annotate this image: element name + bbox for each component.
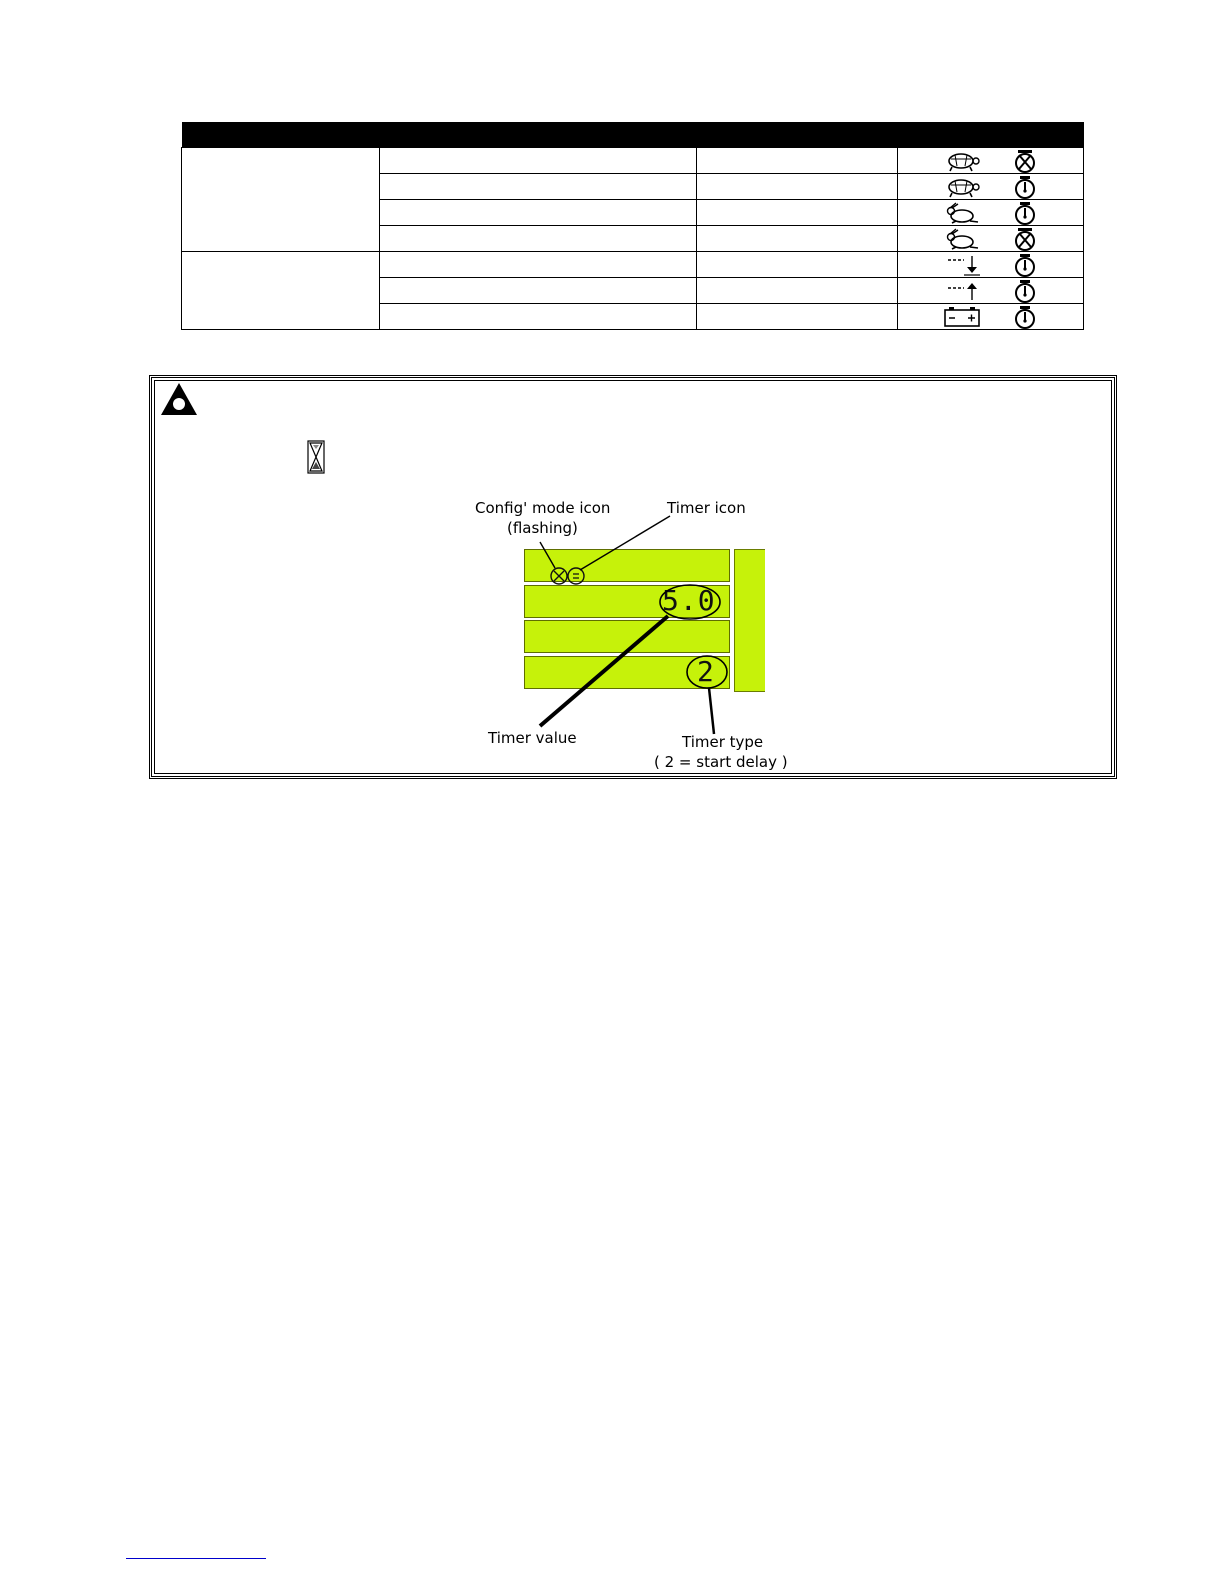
timer-icon xyxy=(1011,305,1039,329)
table-cell xyxy=(697,200,898,226)
note-box xyxy=(149,375,1117,779)
icon-cell xyxy=(898,226,1084,252)
table-header-cell xyxy=(697,122,898,148)
timer-icon xyxy=(1011,175,1039,199)
table-header-cell xyxy=(380,122,697,148)
timer-cross-icon xyxy=(1011,227,1039,251)
timer-icon xyxy=(1011,279,1039,303)
lcd-side-panel xyxy=(734,549,765,692)
turtle-icon xyxy=(942,150,982,172)
timer-icon xyxy=(1011,253,1039,277)
level-low-icon xyxy=(942,254,982,276)
level-high-icon xyxy=(942,280,982,302)
icon-cell xyxy=(898,252,1084,278)
table-cell xyxy=(697,148,898,174)
config-mode-icon-label: Config' mode icon xyxy=(475,499,611,517)
timer-cross-icon xyxy=(1011,149,1039,173)
lcd-row-3 xyxy=(524,620,730,653)
icon-cell xyxy=(898,148,1084,174)
table-header-cell xyxy=(898,122,1084,148)
icon-cell xyxy=(898,278,1084,304)
table-cell xyxy=(697,226,898,252)
battery-icon xyxy=(942,306,982,328)
table-cell xyxy=(697,174,898,200)
timer-icon-label: Timer icon xyxy=(667,499,746,517)
settings-table xyxy=(181,122,1084,330)
lcd-timer-type: 2 xyxy=(697,655,715,688)
table-cell xyxy=(380,226,697,252)
timer-diagram xyxy=(452,496,832,776)
config-mode-flashing-label: (flashing) xyxy=(507,519,578,537)
table-header-row xyxy=(182,122,1084,148)
warning-triangle-icon xyxy=(160,382,198,416)
table-header-cell xyxy=(182,122,380,148)
table-row xyxy=(182,252,1084,278)
table-cell xyxy=(380,278,697,304)
timer-value-label: Timer value xyxy=(488,729,577,747)
rabbit-icon xyxy=(942,202,982,224)
group-cell xyxy=(182,148,380,252)
table-cell xyxy=(697,278,898,304)
table-cell xyxy=(380,252,697,278)
table-row xyxy=(182,148,1084,174)
lcd-timer-value: 5.0 xyxy=(662,584,716,617)
turtle-icon xyxy=(942,176,982,198)
timer-icon xyxy=(1011,201,1039,225)
hourglass-icon xyxy=(307,440,325,474)
table-cell xyxy=(380,174,697,200)
table-cell xyxy=(380,200,697,226)
table-cell xyxy=(697,304,898,330)
group-cell xyxy=(182,252,380,330)
table-cell xyxy=(697,252,898,278)
table-cell xyxy=(380,148,697,174)
config-mode-icon xyxy=(549,566,589,586)
rabbit-icon xyxy=(942,228,982,250)
timer-type-note-label: ( 2 = start delay ) xyxy=(654,753,788,771)
footer-link-underline[interactable] xyxy=(126,1558,266,1559)
icon-cell xyxy=(898,200,1084,226)
icon-cell xyxy=(898,304,1084,330)
icon-cell xyxy=(898,174,1084,200)
table-cell xyxy=(380,304,697,330)
timer-type-label: Timer type xyxy=(682,733,764,751)
